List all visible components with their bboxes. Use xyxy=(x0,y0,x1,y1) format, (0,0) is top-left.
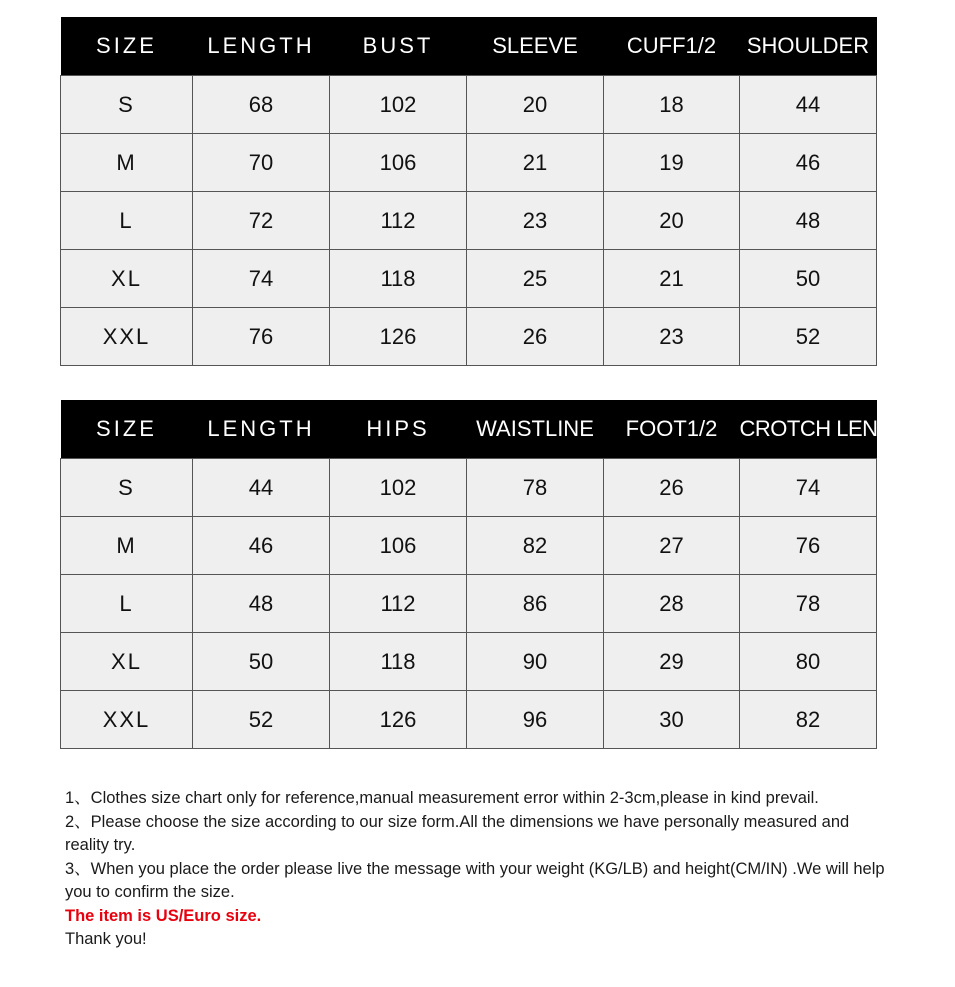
measurement-cell: 82 xyxy=(467,517,604,575)
table-row xyxy=(61,250,877,308)
measurement-cell: 52 xyxy=(740,308,877,366)
measurement-cell: 21 xyxy=(604,250,740,308)
measurement-cell: 74 xyxy=(740,459,877,517)
column-header: SHOULDER xyxy=(740,17,877,76)
note-line-3: 3、When you place the order please live the message with your weight (KG/LB) and height(CM/IN) .We will help you to confirm the size. xyxy=(65,859,885,901)
column-header: HIPS xyxy=(330,400,467,459)
measurement-cell: 46 xyxy=(740,134,877,192)
note-line-1: 1、Clothes size chart only for reference,manual measurement error within 2-3cm,please in kind prevail. xyxy=(65,789,819,807)
measurement-cell: 20 xyxy=(467,76,604,134)
size-cell: XXL xyxy=(61,691,193,749)
size-standard-notice: The item is US/Euro size. xyxy=(65,906,262,925)
measurement-cell: 112 xyxy=(330,192,467,250)
table-row xyxy=(61,517,877,575)
measurement-cell: 118 xyxy=(330,633,467,691)
size-cell: XL xyxy=(61,633,193,691)
tops-size-table xyxy=(60,17,877,366)
column-header: FOOT1/2 xyxy=(604,400,740,459)
thank-you-text: Thank you! xyxy=(65,930,147,948)
column-header: CROTCH LENGTH xyxy=(740,400,877,459)
column-header: LENGTH xyxy=(193,17,330,76)
measurement-cell: 52 xyxy=(193,691,330,749)
measurement-cell: 74 xyxy=(193,250,330,308)
measurement-cell: 23 xyxy=(604,308,740,366)
measurement-cell: 25 xyxy=(467,250,604,308)
pants-size-table xyxy=(60,400,923,749)
size-cell: M xyxy=(61,134,193,192)
measurement-cell: 50 xyxy=(193,633,330,691)
measurement-cell: 86 xyxy=(467,575,604,633)
measurement-cell: 50 xyxy=(740,250,877,308)
measurement-cell: 102 xyxy=(330,76,467,134)
table-row xyxy=(61,308,877,366)
table-header-row xyxy=(61,400,877,459)
measurement-cell: 23 xyxy=(467,192,604,250)
measurement-cell: 106 xyxy=(330,517,467,575)
table-row xyxy=(61,633,877,691)
column-header: SLEEVE xyxy=(467,17,604,76)
size-cell: L xyxy=(61,575,193,633)
measurement-cell: 20 xyxy=(604,192,740,250)
measurement-cell: 76 xyxy=(740,517,877,575)
size-cell: S xyxy=(61,76,193,134)
measurement-cell: 26 xyxy=(604,459,740,517)
table-row xyxy=(61,192,877,250)
column-header: BUST xyxy=(330,17,467,76)
size-cell: M xyxy=(61,517,193,575)
measurement-cell: 72 xyxy=(193,192,330,250)
measurement-cell: 106 xyxy=(330,134,467,192)
measurement-cell: 126 xyxy=(330,691,467,749)
measurement-cell: 19 xyxy=(604,134,740,192)
measurement-cell: 26 xyxy=(467,308,604,366)
measurement-cell: 46 xyxy=(193,517,330,575)
column-header: WAISTLINE xyxy=(467,400,604,459)
size-notes xyxy=(65,787,895,952)
measurement-cell: 44 xyxy=(193,459,330,517)
column-header: SIZE xyxy=(61,400,193,459)
table-row xyxy=(61,76,877,134)
measurement-cell: 70 xyxy=(193,134,330,192)
note-line-2: 2、Please choose the size according to our size form.All the dimensions we have personally measured and reality try. xyxy=(65,812,850,854)
measurement-cell: 44 xyxy=(740,76,877,134)
table-row xyxy=(61,134,877,192)
table-header-row xyxy=(61,17,877,76)
size-cell: XL xyxy=(61,250,193,308)
measurement-cell: 48 xyxy=(740,192,877,250)
measurement-cell: 96 xyxy=(467,691,604,749)
size-cell: S xyxy=(61,459,193,517)
table-row xyxy=(61,459,877,517)
measurement-cell: 102 xyxy=(330,459,467,517)
measurement-cell: 112 xyxy=(330,575,467,633)
table-row xyxy=(61,691,877,749)
measurement-cell: 68 xyxy=(193,76,330,134)
measurement-cell: 82 xyxy=(740,691,877,749)
measurement-cell: 78 xyxy=(467,459,604,517)
measurement-cell: 118 xyxy=(330,250,467,308)
measurement-cell: 18 xyxy=(604,76,740,134)
measurement-cell: 126 xyxy=(330,308,467,366)
measurement-cell: 48 xyxy=(193,575,330,633)
measurement-cell: 76 xyxy=(193,308,330,366)
measurement-cell: 78 xyxy=(740,575,877,633)
size-cell: XXL xyxy=(61,308,193,366)
column-header: CUFF1/2 xyxy=(604,17,740,76)
column-header: LENGTH xyxy=(193,400,330,459)
measurement-cell: 29 xyxy=(604,633,740,691)
measurement-cell: 21 xyxy=(467,134,604,192)
measurement-cell: 90 xyxy=(467,633,604,691)
measurement-cell: 30 xyxy=(604,691,740,749)
measurement-cell: 28 xyxy=(604,575,740,633)
column-header: SIZE xyxy=(61,17,193,76)
measurement-cell: 27 xyxy=(604,517,740,575)
table-row xyxy=(61,575,877,633)
size-cell: L xyxy=(61,192,193,250)
measurement-cell: 80 xyxy=(740,633,877,691)
